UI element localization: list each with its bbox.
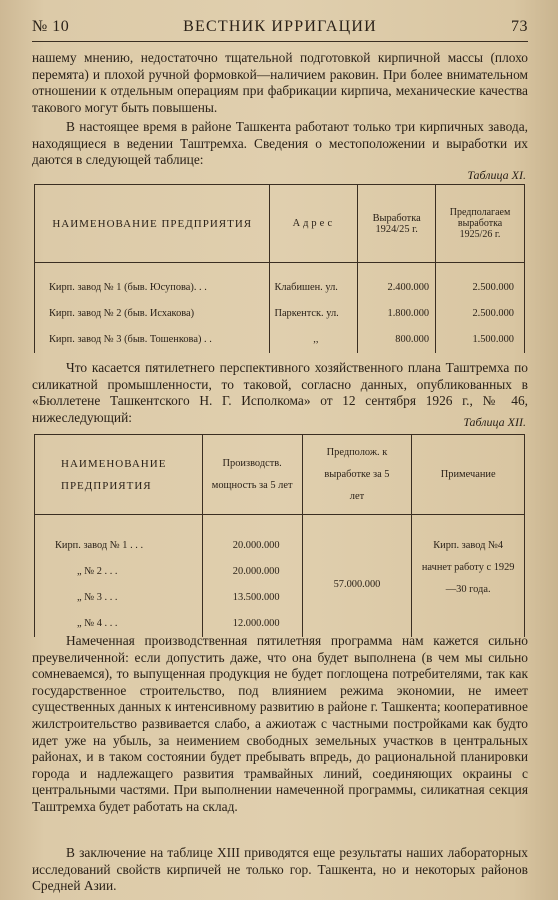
table-12-total: 57.000.000 [333,578,381,590]
paragraph-5: В заключение на таблице XIII приводятся еще результаты наших лабораторных исследований свойств кирпичей не только гор. Ташкента, но и некоторых районов Средней Азии. [32,845,528,894]
table-12-col-total [302,515,412,638]
issue-number: № 10 [32,18,70,35]
table-11-col-output [358,263,436,354]
table-12-header-row [35,435,525,515]
table-11-header-row [35,185,525,263]
table-11-header-output: Выработка 1924/25 г. [358,185,436,263]
table-cell: 12.000.000 [232,618,280,629]
table-cell: Клабишен. ул. [274,282,338,293]
table-row: „ № 4 . . . [77,618,118,629]
table-row: Кирп. завод № 1 . . . [55,540,144,551]
paragraph-4: Намеченная производственная пятилетняя программа нам кажется сильно преувеличенной: если допустить даже, что она будет выполнена (в чем мы сильно сомневаемся), то выпущенная продукция не будет поглощена потребителями, так как государственное строительство, под влиянием режима экономии, не имеет существенных данных к интенсивному развитию в районе г. Ташкента; кооперативное жилстроительство развивается слабо, а ажиотаж с частными постройками как будто идет уже на убыль, за неимением свободных земельных участков в центральных районах, и в таком состоянии будет пребывать впредь, до рациональной планировки города и надлежащего развития трамвайных линий, соединяющих окраины с центральными частями. При выполнении намеченной программы, силикатная секция Таштремха будет работать на склад. [32,633,528,814]
table-11-header-name: НАИМЕНОВАНИЕ ПРЕДПРИЯТИЯ [35,185,270,263]
table-11-col-planned [436,263,525,354]
table-11-col-names [35,263,270,354]
table-12-header-note: Примечание [412,435,525,515]
table-cell: 20.000.000 [232,566,280,577]
table-12-caption: Таблица XII. [463,415,526,429]
paragraph-1: нашему мнению, недостаточно тщательной подготовкой кирпичной массы (плохо перемята) и плохой ручной формовкой—наличием раковин. При более внимательном отношении к отдельным операциям при фабрикации кирпича, механические качества такового могут быть повышены. [32,50,528,115]
table-cell: 2.400.000 [387,282,430,293]
paragraph-2: В настоящее время в районе Ташкента работают только три кирпичных завода, находящиеся в ведении Таштремха. Сведения о местоположении и выработки их даются в следующей таблице: [32,119,528,168]
table-cell: Паркентск. ул. [274,308,339,319]
table-cell: 1.500.000 [472,334,514,345]
table-cell: 800.000 [395,334,430,345]
running-header [32,12,528,42]
table-row: „ № 3 . . . [77,592,118,603]
table-11 [34,184,525,353]
table-12-header-name: НАИМЕНОВАНИЕ ПРЕДПРИЯТИЯ [35,435,203,515]
table-cell: 1.800.000 [387,308,430,319]
table-12-col-note [412,515,525,638]
table-cell: ,, [313,334,319,345]
table-cell: 2.500.000 [472,282,514,293]
table-11-header-planned: Предполагаем выработка 1925/26 г. [436,185,525,263]
table-row: Кирп. завод № 2 (быв. Исхакова) [49,308,195,319]
table-12-header-capacity: Производств. мощность за 5 лет [202,435,302,515]
table-12-col-capacity [202,515,302,638]
table-11-caption: Таблица XI. [467,168,526,182]
journal-title: ВЕСТНИК ИРРИГАЦИИ [183,18,377,35]
table-row: „ № 2 . . . [77,566,118,577]
table-11-col-address [270,263,358,354]
table-12 [34,434,525,637]
table-12-note: Кирп. завод №4 начнет работу с 1929—30 года. [421,540,515,595]
table-12-col-names [35,515,203,638]
table-row: Кирп. завод № 3 (быв. Тошенкова) . . [49,334,212,345]
paragraph-3: Что касается пятилетнего перспективного хозяйственного плана Таштремха по силикатной промышленности, то таковой, согласно данных, опубликованных в «Бюллетене Ташкентского Н. Г. Исполкома» от 12 сентября 1926 г., № 46, нижеследующий: [32,360,528,425]
table-11-body [35,263,525,354]
table-cell: 20.000.000 [232,540,280,551]
table-row: Кирп. завод № 1 (быв. Юсупова). . . [49,282,207,293]
table-cell: 13.500.000 [232,592,280,603]
table-12-body [35,515,525,638]
table-11-header-address: Адрес [270,185,358,263]
table-12-header-planned: Предполож. к выработке за 5 лет [302,435,412,515]
table-cell: 2.500.000 [472,308,514,319]
page-number: 73 [511,18,528,35]
